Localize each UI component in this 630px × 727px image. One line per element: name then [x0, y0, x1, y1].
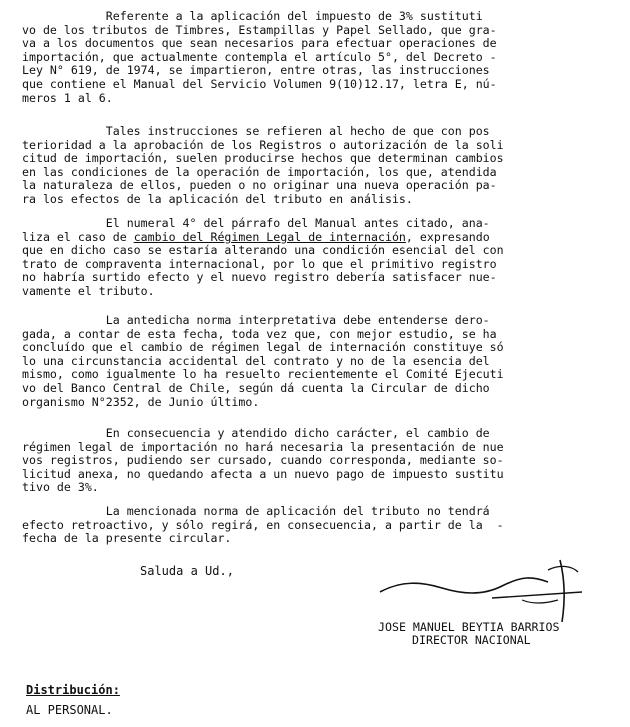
paragraph-4-line-3: concluído que el cambio de régimen legal de internación constituye só — [22, 340, 504, 355]
paragraph-2-line-1: Tales instrucciones se refieren al hecho de que con pos — [22, 124, 490, 138]
paragraph-3-line-3: que en dicho caso se estaría alterando una condición esencial del con — [22, 243, 504, 258]
paragraph-1 — [22, 10, 610, 105]
distribution-label: Distribución: — [26, 683, 120, 697]
paragraph-3-line-4: trato de compraventa internacional, por lo que el primitivo registro — [22, 256, 497, 271]
paragraph-1-line-4: importación, que actualmente contempla el artículo 5°, del Decreto - — [22, 49, 497, 64]
paragraph-4-line-4: lo una circunstancia accidental del contrato y no de la esencia del — [22, 353, 490, 368]
paragraph-3-line-2: liza el caso de cambio del Régimen Legal de internación, expresando — [22, 229, 490, 244]
signer-name: JOSE MANUEL BEYTIA BARRIOS — [378, 620, 560, 634]
paragraph-6-line-2: efecto retroactivo, y sólo regirá, en consecuencia, a partir de la - — [22, 517, 504, 532]
paragraph-4-line-5: mismo, como igualmente lo ha resuelto recientemente el Comité Ejecuti — [22, 367, 504, 382]
paragraph-3-line-6: vamente el tributo. — [22, 283, 155, 298]
paragraph-4-line-6: vo del Banco Central de Chile, según dá cuenta la Circular de dicho — [22, 380, 490, 395]
paragraph-5-line-3: vos registros, pudiendo ser cursado, cuando corresponda, mediante so- — [22, 453, 504, 468]
paragraph-2-line-4: en las condiciones de la operación de importación, los que, atendida — [22, 164, 497, 179]
paragraph-3-line-1: El numeral 4° del párrafo del Manual antes citado, ana- — [22, 216, 490, 230]
paragraph-1-line-2: vo de los tributos de Timbres, Estampillas y Papel Sellado, que gra- — [22, 22, 497, 37]
paragraph-1-line-6: que contiene el Manual del Servicio Volumen 9(10)12.17, letra E, nú- — [22, 76, 497, 91]
paragraph-1-line-1: Referente a la aplicación del impuesto de 3% sustituti — [22, 9, 483, 23]
paragraph-5-line-2: régimen legal de importación no hará necesaria la presentación de nue — [22, 439, 504, 454]
distribution-item: AL PERSONAL. — [26, 703, 113, 717]
paragraph-2-line-6: ra los efectos de la aplicación del tributo en análisis. — [22, 191, 413, 206]
underlined-phrase: cambio del Régimen Legal de internación — [133, 229, 406, 244]
handwritten-signature — [372, 552, 612, 624]
paragraph-5-line-1: En consecuencia y atendido dicho carácter, el cambio de — [22, 426, 490, 440]
paragraph-1-line-7: meros 1 al 6. — [22, 90, 113, 105]
paragraph-4-line-7: organismo N°2352, de Junio último. — [22, 394, 260, 409]
paragraph-4-line-1: La antedicha norma interpretativa debe entenderse dero- — [22, 313, 490, 327]
paragraph-2-line-2: terioridad a la aprobación de los Registros o autorización de la soli — [22, 137, 504, 152]
paragraph-5-line-5: tivo de 3%. — [22, 480, 99, 495]
paragraph-3 — [22, 217, 610, 299]
paragraph-2 — [22, 125, 610, 207]
paragraph-1-line-3: va a los documentos que sean necesarios para efectuar operaciones de — [22, 36, 497, 51]
signer-title: DIRECTOR NACIONAL — [412, 633, 531, 647]
paragraph-6-line-3: fecha de la presente circular. — [22, 531, 232, 546]
paragraph-1-line-5: Ley N° 619, de 1974, se impartieron, entre otras, las instrucciones — [22, 63, 490, 78]
paragraph-3-line-5: no habría surtido efecto y el nuevo registro debería satisfacer nue- — [22, 270, 497, 285]
paragraph-5-line-4: licitud anexa, no quedando afecta a un nuevo pago de impuesto sustitu — [22, 466, 504, 481]
paragraph-2-line-3: citud de importación, suelen producirse hechos que determinan cambios — [22, 151, 504, 166]
paragraph-2-line-5: la naturaleza de ellos, pueden o no originar una nueva operación pa- — [22, 178, 497, 193]
paragraph-6 — [22, 505, 610, 546]
closing-salutation: Saluda a Ud., — [140, 564, 234, 578]
paragraph-5 — [22, 427, 610, 495]
paragraph-6-line-1: La mencionada norma de aplicación del tributo no tendrá — [22, 504, 490, 518]
paragraph-4-line-2: gada, a contar de esta fecha, toda vez que, con mejor estudio, se ha — [22, 326, 497, 341]
paragraph-4 — [22, 314, 610, 409]
